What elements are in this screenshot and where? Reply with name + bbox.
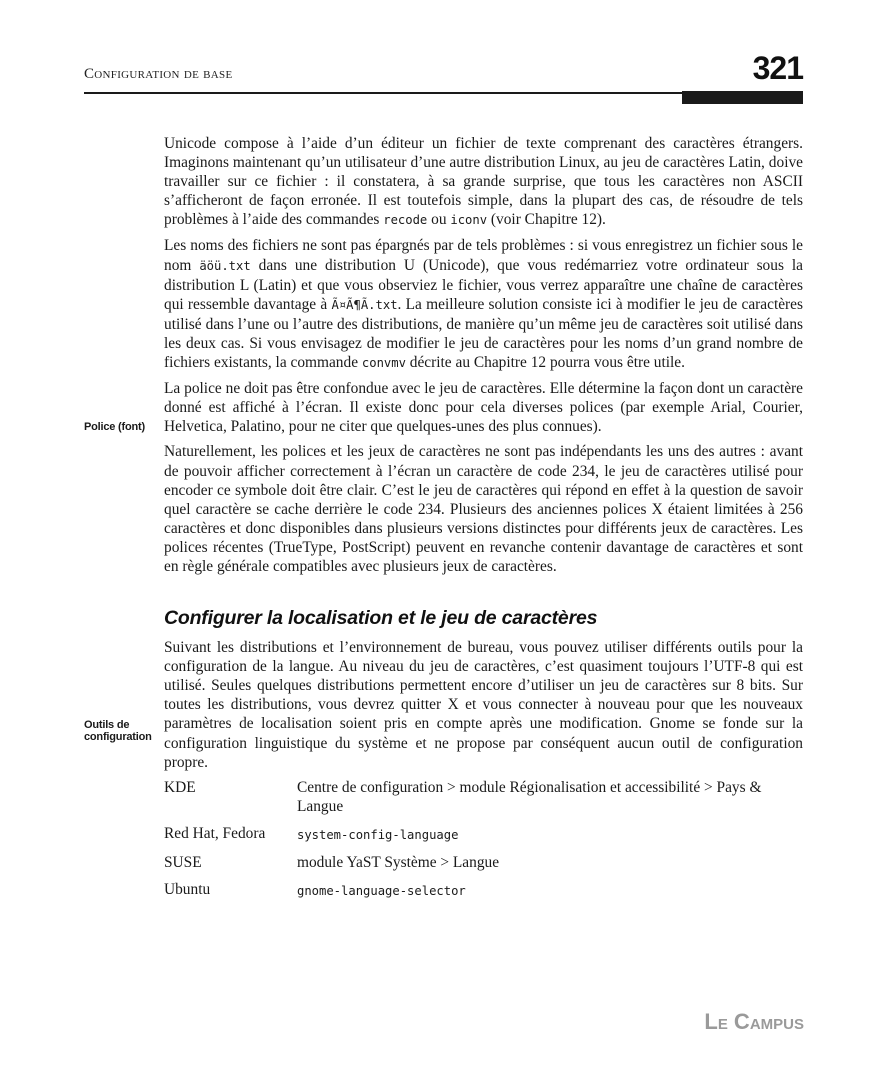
publisher-logo: Le Campus — [704, 1009, 804, 1034]
tool-name: SUSE — [164, 854, 202, 871]
tool-value: module YaST Système > Langue — [297, 854, 500, 871]
paragraph-2 — [164, 236, 803, 373]
tool-name: Red Hat, Fedora — [164, 824, 266, 842]
paragraph-3: La police ne doit pas être confondue avec le jeu de caractères. Elle détermine la façon dont un caractère donné est affiché à l’écran. Il existe donc pour cela diverses polices (par exemple Arial, Courier, Helvetica, Palatino, pour ne citer que quelques-unes des plus connues). — [164, 380, 803, 436]
running-header-title: Configuration de base — [84, 66, 233, 82]
p1-end: (voir Chapitre 12). — [487, 211, 606, 229]
margin-note-police: Police (font) — [84, 421, 145, 433]
tool-value: gnome-language-selector — [297, 884, 466, 899]
cmd-iconv: iconv — [450, 213, 488, 228]
page-number: 321 — [752, 50, 803, 86]
tool-name: Ubuntu — [164, 881, 211, 899]
tool-row — [164, 880, 803, 901]
p2-text-d: décrite au Chapitre 12 pourra vous être utile. — [405, 354, 685, 372]
header-block — [682, 91, 803, 104]
header-rule — [84, 92, 682, 94]
main-text — [164, 134, 803, 909]
tool-value: system-config-language — [297, 827, 459, 842]
p1-mid: ou — [427, 211, 451, 229]
tool-row — [164, 824, 803, 845]
tools-table — [164, 778, 803, 901]
p2-text-a: Les noms des fichiers ne sont pas épargnés par de tels problèmes : si vous enregistrez un fichier sous le nom — [164, 237, 803, 274]
tool-value: Centre de configuration > module Régionalisation et accessibilité > Pays & Langue — [297, 778, 762, 815]
p2-text-b: dans une distribution U (Unicode), que vous redémarriez votre ordinateur sous la distribution L (Latin) et que vous observiez le fichier, vous verrez apparaître une chaîne de caractères qui ressemble davantage à — [164, 256, 804, 313]
paragraph-1 — [164, 134, 803, 230]
cmd-recode: recode — [383, 213, 428, 228]
paragraph-4: Naturellement, les polices et les jeux de caractères ne sont pas indépendants les uns des autres : avant de pouvoir afficher correctement à l’écran un caractère de code 234, le jeu de caractères utilisé pour encoder ce symbole doit être clair. C’est le jeu de caractères qui répond en effet à la question de savoir quel caractère se cache derrière le code 234. Plusieurs des anciennes polices X étaient limitées à 256 caractères et donc disponibles dans plusieurs versions distinctes pour différents jeux de caractères. Les polices récentes (TrueType, PostScript) peuvent en revanche contenir davantage de caractères et sont en règle générale compatibles avec plusieurs jeux de caractères. — [164, 443, 803, 575]
paragraph-5: Suivant les distributions et l’environnement de bureau, vous pouvez utiliser différents outils pour la configuration de la langue. Au niveau du jeu de caractères, c’est quasiment toujours l’UTF-8 qui est utilisé. Seules quelques distributions permettent encore d’utiliser un jeu de caractères sur 8 bits. Sur toutes les distributions, vous devrez quitter X et vous connecter à nouveau pour que les nouveaux paramètres de localisation soient pris en compte après une modification. Gnome se fonde sur la configuration linguistique du système et ne propose par conséquent aucun outil de configuration propre. — [164, 639, 803, 771]
p1-text: Unicode compose à l’aide d’un éditeur un fichier de texte comprenant des caractères étrangers. Imaginons maintenant qu’un utilisateur d’une autre distribution Linux, au jeu de caractères Latin, doive travailler sur ce fichier : il constatera, à sa grande surprise, que tous les caractères non ASCII s’afficheront de façon erronée. Il est toutefois simple, dans la plupart des cas, de résoudre de tels problèmes à l’aide des commandes — [164, 135, 803, 229]
tool-row — [164, 853, 803, 872]
filename-latin: Ã¤Ã¶Ã.txt — [331, 297, 398, 312]
margin-note-outils: Outils de configuration — [84, 719, 152, 743]
tool-row — [164, 778, 803, 816]
p2-text-c: . La meilleure solution consiste ici à modifier le jeu de caractères utilisé dans l’une ou l’autre des distributions, de manière qu’un même jeu de caractères soit utilisé dans les deux cas. Si vous envisagez de modifier le jeu de caractères pour les noms d’un grand nombre de fichiers existants, la commande — [164, 295, 804, 372]
section-heading: Configurer la localisation et le jeu de caractères — [164, 607, 598, 630]
cmd-convmv: convmv — [361, 356, 406, 371]
tool-name: KDE — [164, 778, 196, 796]
filename-unicode: äöü.txt — [199, 258, 251, 273]
